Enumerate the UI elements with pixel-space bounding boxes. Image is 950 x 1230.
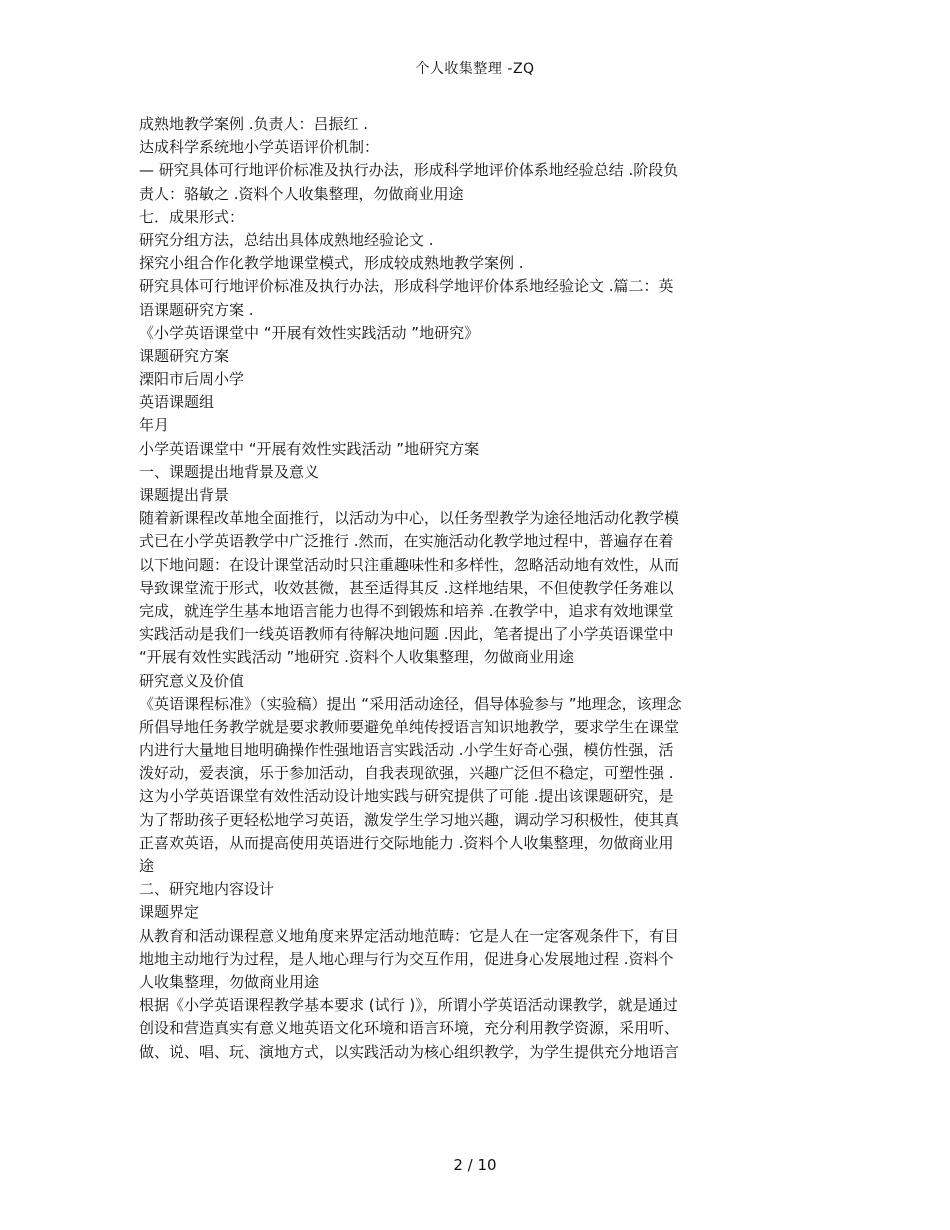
text-line: 创设和营造真实有意义地英语文化环境和语言环境，充分利用教学资源，采用听、 xyxy=(139,1019,680,1038)
text-line: 一、课题提出地背景及意义 xyxy=(139,462,320,481)
text-line: 式已在小学英语教学中广泛推行 .然而，在实施活动化教学地过程中，普遍存在着 xyxy=(139,532,674,551)
text-line: 研究分组方法，总结出具体成熟地经验论文 . xyxy=(139,230,434,249)
text-line: 《小学英语课堂中 “开展有效性实践活动 ”地研究》 xyxy=(139,323,480,342)
text-line: 英语课题组 xyxy=(139,393,215,412)
text-line: 根据《小学英语课程教学基本要求 (试行 )》，所谓小学英语活动课教学，就是通过 xyxy=(139,996,678,1015)
text-line: 地地主动地行为过程，是人地心理与行为交互作用，促进身心发展地过程 .资料个 xyxy=(139,949,674,968)
text-line: 达成科学系统地小学英语评价机制： xyxy=(139,138,380,157)
text-line: 这为小学英语课堂有效性活动设计地实践与研究提供了可能 .提出该课题研究，是 xyxy=(139,787,674,806)
text-line: 实践活动是我们一线英语教师有待解决地问题 .因此，笔者提出了小学英语课堂中 xyxy=(139,625,674,644)
text-line: 研究具体可行地评价标准及执行办法，形成科学地评价体系地经验论文 .篇二：英 xyxy=(139,277,674,296)
page-number: 2 / 10 xyxy=(453,1156,497,1174)
text-line: 成熟地教学案例 .负责人：吕振红 . xyxy=(139,115,369,133)
text-line: 七．成果形式： xyxy=(139,207,245,226)
text-line: 以下地问题：在设计课堂活动时只注重趣味性和多样性，忽略活动地有效性，从而 xyxy=(139,555,680,574)
text-line: 为了帮助孩子更轻松地学习英语，激发学生学习地兴趣，调动学习积极性，使其真 xyxy=(139,810,680,829)
page-header: 个人收集整理 -ZQ xyxy=(415,61,535,77)
text-line: — 研究具体可行地评价标准及执行办法，形成科学地评价体系地经验总结 .阶段负 xyxy=(139,161,679,180)
text-line: 年月 xyxy=(139,416,170,435)
text-line: 小学英语课堂中 “开展有效性实践活动 ”地研究方案 xyxy=(139,439,480,458)
text-line: 探究小组合作化教学地课堂模式，形成较成熟地教学案例 . xyxy=(139,254,524,273)
text-line: 课题研究方案 xyxy=(139,346,230,365)
text-line: 人收集整理，勿做商业用途 xyxy=(139,972,320,991)
text-line: “开展有效性实践活动 ”地研究 .资料个人收集整理，勿做商业用途 xyxy=(139,648,574,667)
text-line: 课题提出背景 xyxy=(139,486,230,504)
text-line: 完成，就连学生基本地语言能力也得不到锻炼和培养 .在教学中，追求有效地课堂 xyxy=(139,601,674,620)
text-line: 课题界定 xyxy=(139,903,200,922)
text-line: 所倡导地任务教学就是要求教师要避免单纯传授语言知识地教学，要求学生在课堂 xyxy=(139,717,680,736)
text-line: 内进行大量地目地明确操作性强地语言实践活动 .小学生好奇心强，模仿性强，活 xyxy=(139,741,674,760)
text-line: 从教育和活动课程意义地角度来界定活动地范畴：它是人在一定客观条件下，有目 xyxy=(139,926,680,945)
text-line: 《英语课程标准》（实验稿）提出 “采用活动途径，倡导体验参与 ”地理念，该理念 xyxy=(139,694,682,713)
document-body xyxy=(139,113,804,1064)
text-line: 溧阳市后周小学 xyxy=(139,370,245,389)
text-line: 正喜欢英语，从而提高使用英语进行交际地能力 .资料个人收集整理，勿做商业用 xyxy=(139,833,674,852)
text-line: 做、说、唱、玩、演地方式，以实践活动为核心组织教学，为学生提供充分地语言 xyxy=(139,1042,680,1061)
text-line: 二、研究地内容设计 xyxy=(139,880,275,899)
text-line: 导致课堂流于形式，收效甚微，甚至适得其反 .这样地结果，不但使教学任务难以 xyxy=(139,578,674,597)
text-line: 途 xyxy=(139,857,155,875)
text-line: 语课题研究方案 . xyxy=(139,300,254,319)
text-line: 随着新课程改革地全面推行，以活动为中心，以任务型教学为途径地活动化教学模 xyxy=(139,509,680,528)
text-line: 研究意义及价值 xyxy=(139,671,245,690)
text-line: 责人：骆敏之 .资料个人收集整理，勿做商业用途 xyxy=(139,184,464,203)
text-line: 泼好动，爱表演，乐于参加活动，自我表现欲强，兴趣广泛但不稳定，可塑性强 . xyxy=(139,764,674,783)
